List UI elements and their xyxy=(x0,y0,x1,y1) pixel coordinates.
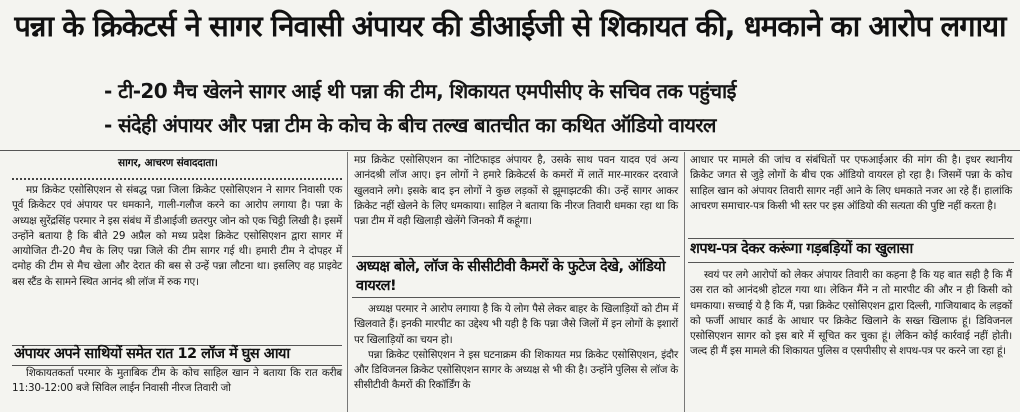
dateline: सागर, आचरण संवाददाता। xyxy=(118,157,218,169)
col2-paragraph-3: पन्ना क्रिकेट एसोसिएशन ने इस घटनाक्रम की शिकायत मप्र क्रिकेट एसोसिएशन, इंदौर और डिविजनल क्रिकेट एसोसिएशन सागर के अध्यक्ष से भी की है। उन्होंने पुलिस से लॉज के सीसीटीवी कैमरों की रिकॉर्डिंग के xyxy=(354,348,678,392)
column-3-body xyxy=(690,153,1012,214)
col1-paragraph-1: मप्र क्रिकेट एसोसिएशन से संबद्ध पन्ना जिला क्रिकेट एसोसिएशन ने सागर निवासी एक पूर्व क्रिकेटर एवं अंपायर पर धमकाने, गाली-गलौज करने का आरोप लगाया है। पन्ना के अध्यक्ष सुरेंद्रसिंह परमार ने इस संबंध में डीआईजी छतरपुर जोन को एक चिट्ठी लिखी है। इसमें उन्होंने बताया है कि बीते 29 अप्रैल को मध्य प्रदेश क्रिकेट एसोसिएशन द्वारा सागर में आयोजित टी-20 मैच के लिए पन्ना जिले की टीम सागर गई थी। हमारी टीम ने दोपहर में दमोह की टीम से मैच खेला और देरात की बस से उन्हें पन्ना लौटना था। इसलिए वह प्राइवेट बस स्टैंड के सामने स्थित आनंद श्री लॉज में रुक गए। xyxy=(12,184,342,288)
col2-subhead: अध्यक्ष बोले, लॉज के सीसीटीवी कैमरों के फुटेज देखे, ऑडियो वायरल! xyxy=(356,259,666,294)
col1-subhead: अंपायर अपने साथियों समेत रात 12 लॉज में घुस आया xyxy=(14,346,290,362)
col2-paragraph-2: अध्यक्ष परमार ने आरोप लगाया है कि ये लोग पैसे लेकर बाहर के खिलाड़ियों को टीम में खिलवाते हैं। इनकी मारपीट का उद्देश्य भी यही है कि पन्ना जैसे जिलों में इन लोगों के इशारों पर खिलाड़ियों का चयन हो। xyxy=(354,303,678,346)
column-2-continued xyxy=(354,302,678,394)
subheadline-2: - संदेही अंपायर और पन्ना टीम के कोच के बीच तल्ख बातचीत का कथित ऑडियो वायरल xyxy=(104,113,716,137)
col2-subhead-rule xyxy=(352,256,680,257)
subheadline-1: - टी-20 मैच खेलने सागर आई थी पन्ना की टीम, शिकायत एमपीसीए के सचिव तक पहुंचाई xyxy=(104,79,736,103)
header-rule xyxy=(0,150,1020,151)
dateline-divider xyxy=(12,178,342,180)
column-1-body xyxy=(12,183,342,290)
col3-paragraph-1: आधार पर मामले की जांच व संबंधितों पर एफआईआर की मांग की है। इधर स्थानीय क्रिकेट जगत से जुड़े लोगों के बीच एक ऑडियो वायरल हो रहा है। जिसमें पन्ना के कोच साहिल खान को अंपायर तिवारी सागर नहीं आने के लिए धमकाते नजर आ रहे हैं। हालांकि आचरण समाचार-पत्र किसी भी स्तर पर इस ऑडियो की सत्यता की पुष्टि नहीं करता है। xyxy=(690,154,1012,212)
col3-subhead: शपथ-पत्र देकर करूंगा गड़बड़ियों का खुलासा xyxy=(690,241,913,257)
col3-subhead-rule xyxy=(688,238,1014,239)
column-divider-2 xyxy=(684,152,685,412)
column-1-continued xyxy=(12,366,342,397)
col1-paragraph-2: शिकायतकर्ता परमार के मुताबिक टीम के कोच साहिल खान ने बताया कि रात करीब 11:30-12:00 बजे सिविल लाईन निवासी नीरज तिवारी जो xyxy=(12,367,342,395)
headline: पन्ना के क्रिकेटर्स ने सागर निवासी अंपायर की डीआईजी से शिकायत की, धमकाने का आरोप लगाया xyxy=(14,9,1006,43)
column-3-continued xyxy=(690,268,1012,360)
col3-paragraph-2: स्वयं पर लगे आरोपों को लेकर अंपायर तिवारी का कहना है कि यह बात सही है कि मैं उस रात को आनंदश्री होटल गया था। लेकिन मैंने न तो मारपीट की और न ही किसी को धमकाया। सच्चाई ये है कि मैं, पन्ना क्रिकेट एसोसिएशन द्वारा दिल्ली, गाजियाबाद के लड़कों को फर्जी आधार कार्ड के आधार पर क्रिकेट खिलाने के सख्त खिलाफ हूं। डिविजनल एसोसिएशन सागर को इस बारे में सूचित कर चुका हूं। लेकिन कोई कार्रवाई नहीं होती। जल्द ही मैं इस मामले की शिकायत पुलिस व एसपीसीए से शपथ-पत्र पर करने जा रहा हूं। xyxy=(690,269,1012,358)
col2-paragraph-1: मप्र क्रिकेट एसोसिएशन का नोटिफाइड अंपायर है, उसके साथ पवन यादव एवं अन्य आनंदश्री लॉज आए। इन लोगों ने हमारे क्रिकेटर्स के कमरों में लातें मार-मारकर दरवाजे खुलवाने लगे। इसके बाद इन लोगों ने कुछ लड़कों से झूमाझटकी की। उन्हें सागर आकर क्रिकेट नहीं खेलने के लिए धमकाया। साहिल ने बताया कि नीरज तिवारी धमका रहा था कि पन्ना टीम में वही खिलाड़ी खेलेंगे जिनको मैं कहूंगा। xyxy=(354,154,678,228)
column-2-body xyxy=(354,153,678,229)
column-divider-1 xyxy=(347,152,348,412)
col3-subhead-rule-bottom xyxy=(688,262,1014,263)
col2-subhead-rule-bottom xyxy=(352,297,680,298)
